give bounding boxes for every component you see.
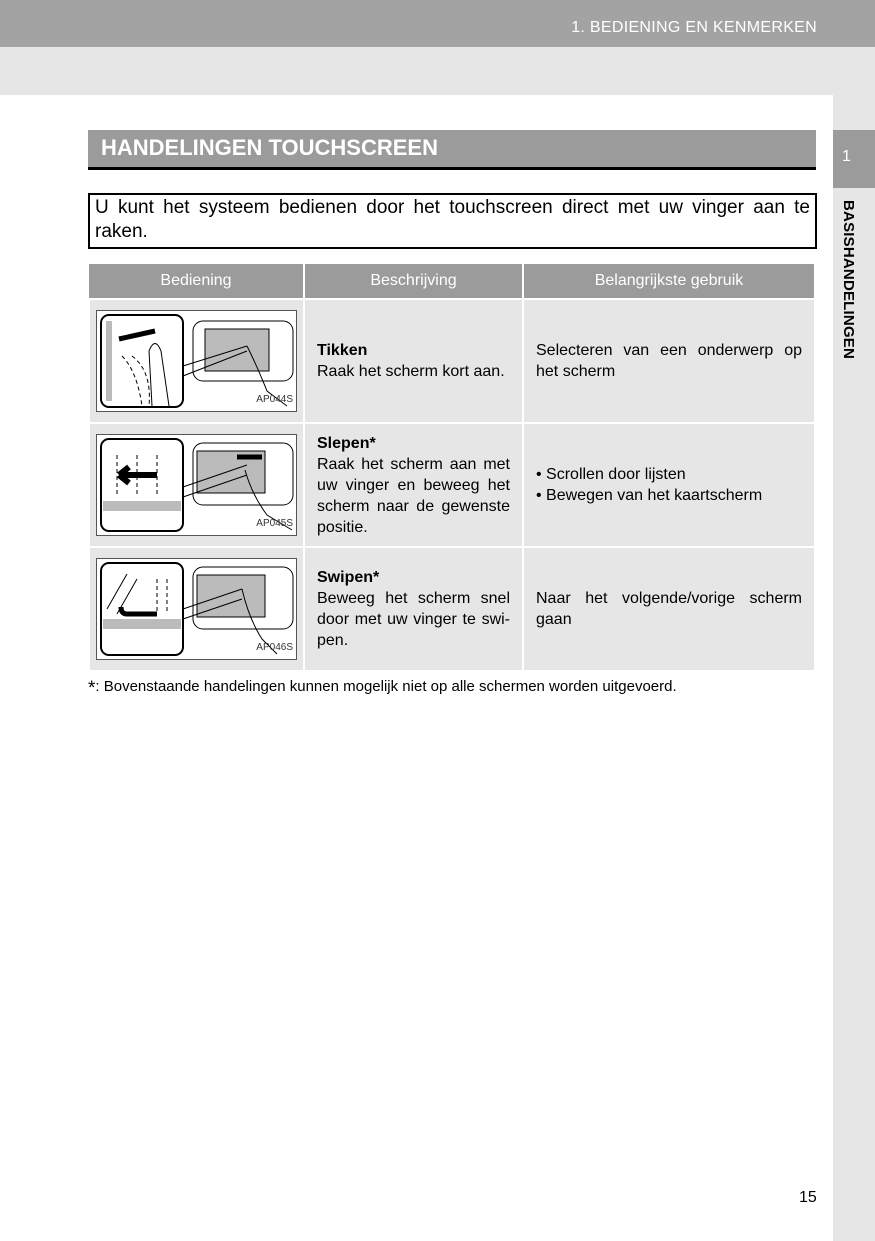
header-bar [0, 0, 875, 47]
image-code: AP046S [256, 642, 293, 653]
col-header: Belangrijkste gebruik [523, 264, 815, 299]
table-row [89, 423, 815, 547]
page-title: HANDELINGEN TOUCHSCREEN [88, 130, 816, 170]
operation-usage: Selecteren van een onderwerp op het scherm [523, 299, 815, 423]
operation-name: Slepen* [317, 434, 376, 452]
usage-item: • Scrollen door lijsten [536, 466, 686, 483]
operation-usage: Naar het volgende/vorige scherm gaan [523, 547, 815, 671]
operation-description: Raak het scherm aan met uw vinger en beweeg het scherm naar de gewenste positie. [317, 455, 510, 536]
chapter-tab[interactable]: 1 [833, 130, 875, 188]
table-row [89, 547, 815, 671]
chapter-title: BASISHANDELINGEN [840, 200, 857, 360]
col-header: Bediening [89, 264, 304, 299]
usage-item: • Bewegen van het kaartscherm [536, 487, 763, 504]
swipe-illustration [96, 558, 297, 660]
image-code: AP045S [256, 518, 293, 529]
image-code: AP044S [256, 394, 293, 405]
intro-box: U kunt het systeem bedienen door het touchscreen direct met uw vinger aan te raken. [88, 193, 817, 249]
page-number: 15 [799, 1189, 817, 1206]
operation-name: Swipen* [317, 569, 380, 586]
footnote [88, 678, 677, 700]
tap-illustration [96, 310, 297, 412]
col-header: Beschrijving [304, 264, 523, 299]
operation-description: Raak het scherm kort aan. [317, 363, 505, 380]
operation-description: Beweeg het scherm snel door met uw vinger te swi-pen. [317, 590, 510, 649]
drag-illustration [96, 434, 297, 536]
footnote-text: : Bovenstaande handelingen kunnen mogelijk niet op alle schermen worden uitgevoerd. [95, 678, 677, 695]
table-row [89, 299, 815, 423]
operation-name: Tikken [317, 342, 368, 359]
operations-table [88, 264, 816, 672]
section-title: 1. BEDIENING EN KENMERKEN [571, 19, 817, 36]
header-band [0, 47, 875, 95]
footnote-mark: * [88, 678, 96, 699]
